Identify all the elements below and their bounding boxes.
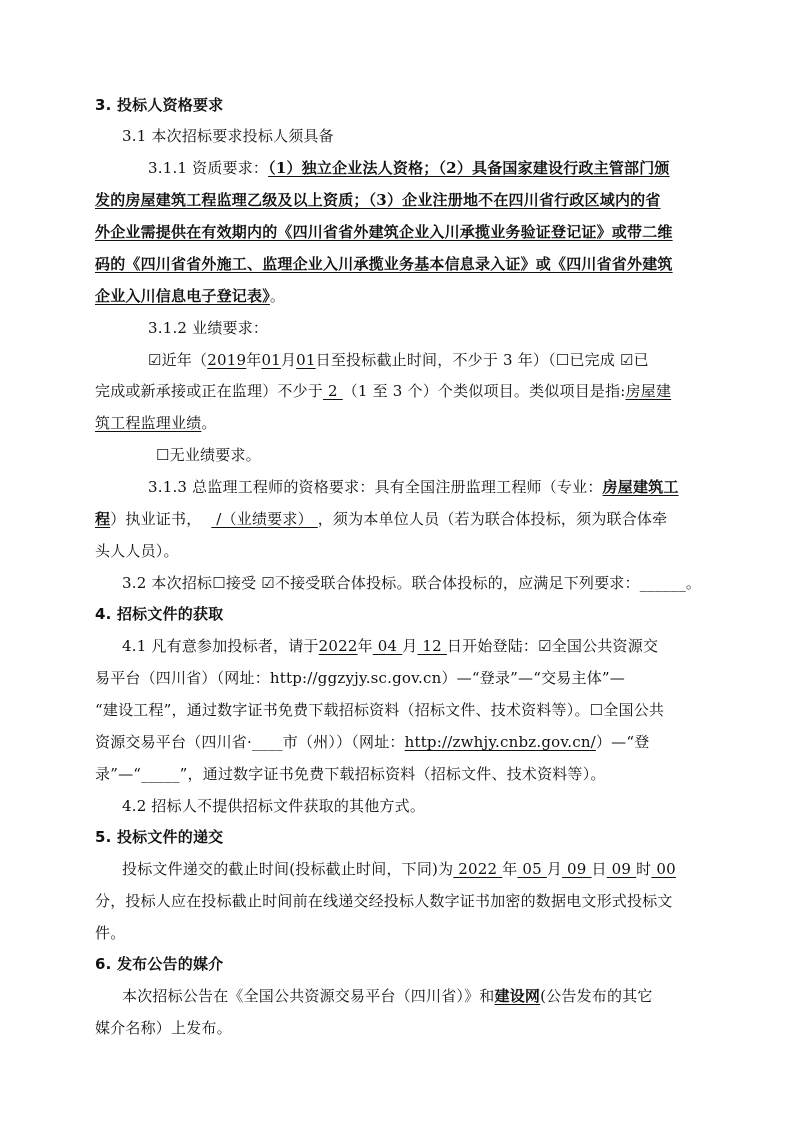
period: 。 [685,574,702,592]
clause-3-1-1-line-1 [148,158,705,178]
engineer-major: 房屋建筑工 [602,478,679,496]
clause-3-1-3-text: ，须为本单位人员（若为联合体投标，须为联合体牵 [317,510,668,528]
clause-3-1-1-line-2: 发的房屋建筑工程监理乙级及以上资质；（3）企业注册地不在四川省行政区域内的省 [95,191,661,209]
year-label: 年 [246,351,262,369]
clause-4-1-text: ）—“登 [595,733,650,751]
section-5-line-1 [122,859,705,879]
clause-3-1: 3.1 本次招标要求投标人须具备 [122,127,334,145]
performance-line-2 [95,381,705,401]
clause-4-1-line-4 [95,732,705,752]
deadline-month: 05 [517,860,547,878]
section-6-line-2: 媒介名称）上发布。 [95,1019,232,1037]
section-6-line-1 [122,986,705,1006]
city-blank: ____ [251,733,283,751]
clause-4-1-line-5 [95,764,705,784]
registration-form-text: 企业入川信息电子登记表》 [95,287,270,305]
section-5-line-2: 分，投标人应在投标截止时间前在线递交经投标人数字证书加密的数据电文形式投标文 [95,892,673,910]
performance-text-end: 日至投标截止时间，不少于 3 年）（☐已完成 ☑已 [315,351,649,369]
media-text: 本次招标公告在《全国公共资源交易平台（四川省）》和 [122,987,495,1005]
performance-count: 2 [323,382,343,400]
period: 。 [269,287,286,305]
start-month: 04 [372,637,403,655]
clause-3-1-1-prefix: 3.1.1 资质要求： [148,159,269,177]
clause-4-1-text: 日开始登陆：☑全国公共资源交 [446,637,659,655]
performance-month: 01 [261,351,281,369]
clause-4-1-text: 4.1 凡有意参加投标者，请于 [122,637,319,655]
section-3-heading: 3. 投标人资格要求 [95,96,224,114]
engineer-major-cont: 程 [95,510,111,528]
performance-text: 完成或新承接或正在监理）不少于 [95,382,324,400]
consortium-text: 3.2 本次招标☐接受 ☑不接受联合体投标。联合体投标的，应满足下列要求： [122,574,640,592]
section-6-heading: 6. 发布公告的媒介 [95,955,224,973]
day-label: 日 [591,860,607,878]
performance-day: 01 [296,351,316,369]
clause-4-1-text: ”，通过数字证书免费下载招标资料（招标文件、技术资料等）。 [179,765,606,783]
clause-4-1-line-2: 易平台（四川省）（网址：http://ggzyjy.sc.gov.cn）—“登录”—“交易主体”— [95,669,625,687]
similar-project-type-cont: 筑工程监理业绩 [95,414,202,432]
similar-project-type: 房屋建 [625,382,672,400]
clause-4-1-line-3: “建设工程”，通过数字证书免费下载招标资料（招标文件、技术资料等）。☐全国公共 [95,701,665,719]
engineer-performance-requirement: /（业绩要求） [211,510,318,528]
month-label: 月 [546,860,563,878]
performance-text: （1 至 3 个）个类似项目。类似项目是指: [342,382,626,400]
performance-text: ☑近年（ [148,351,208,369]
deadline-day: 09 [562,860,592,878]
clause-3-2 [122,573,705,593]
clause-4-1-text: 录”—“ [95,765,142,783]
deadline-text: 投标文件递交的截止时间(投标截止时间，下同)为 [122,860,454,878]
clause-4-1-text: 资源交易平台（四川省· [95,733,252,751]
login-blank: _____ [141,765,180,783]
clause-3-1-2: 3.1.2 业绩要求： [148,319,269,337]
performance-line-3 [95,413,705,433]
performance-year: 2019 [207,351,247,369]
start-day: 12 [417,637,447,655]
section-4-heading: 4. 招标文件的获取 [95,605,224,623]
clause-3-1-1-line-4: 码的《四川省省外施工、监理企业入川承揽业务基本信息录入证》或《四川省省外建筑 [95,255,673,273]
deadline-year: 2022 [453,860,503,878]
clause-3-1-3-line-1 [148,477,705,497]
month-label: 月 [402,637,418,655]
no-performance-requirement: ☐无业绩要求。 [156,446,261,464]
clause-4-1-text: 市（州））（网址： [282,733,405,751]
clause-3-1-3-line-3: 头人人员）。 [95,542,179,560]
hour-label: 时 [636,860,652,878]
start-year: 2022 [318,637,358,655]
section-5-heading: 5. 投标文件的递交 [95,828,224,846]
media-name: 建设网 [494,987,541,1005]
performance-line-1 [148,350,705,370]
consortium-blank: ______ [639,574,686,592]
clause-4-2: 4.2 招标人不提供招标文件获取的其他方式。 [122,797,426,815]
qualification-text: （1）独立企业法人资格；（2）具备国家建设行政主管部门颁 [268,159,670,177]
media-text: (公告发布的其它 [540,987,653,1005]
year-label: 年 [357,637,373,655]
website-link[interactable]: http://zwhjy.cnbz.gov.cn/ [404,733,596,751]
clause-3-1-3-line-2 [95,509,705,529]
clause-3-1-1-line-3: 外企业需提供在有效期内的《四川省省外建筑企业入川承揽业务验证登记证》或带二维 [95,223,673,241]
clause-3-1-1-line-5 [95,286,705,306]
deadline-minute: 00 [651,860,676,878]
clause-4-1-line-1 [122,636,705,656]
clause-3-1-3-text: ）执业证书， [110,510,202,528]
month-label: 月 [280,351,297,369]
year-label: 年 [502,860,518,878]
section-5-line-3: 件。 [95,924,126,942]
period: 。 [201,414,217,432]
clause-3-1-3-text: 3.1.3 总监理工程师的资格要求：具有全国注册监理工程师（专业： [148,478,603,496]
deadline-hour: 09 [606,860,637,878]
